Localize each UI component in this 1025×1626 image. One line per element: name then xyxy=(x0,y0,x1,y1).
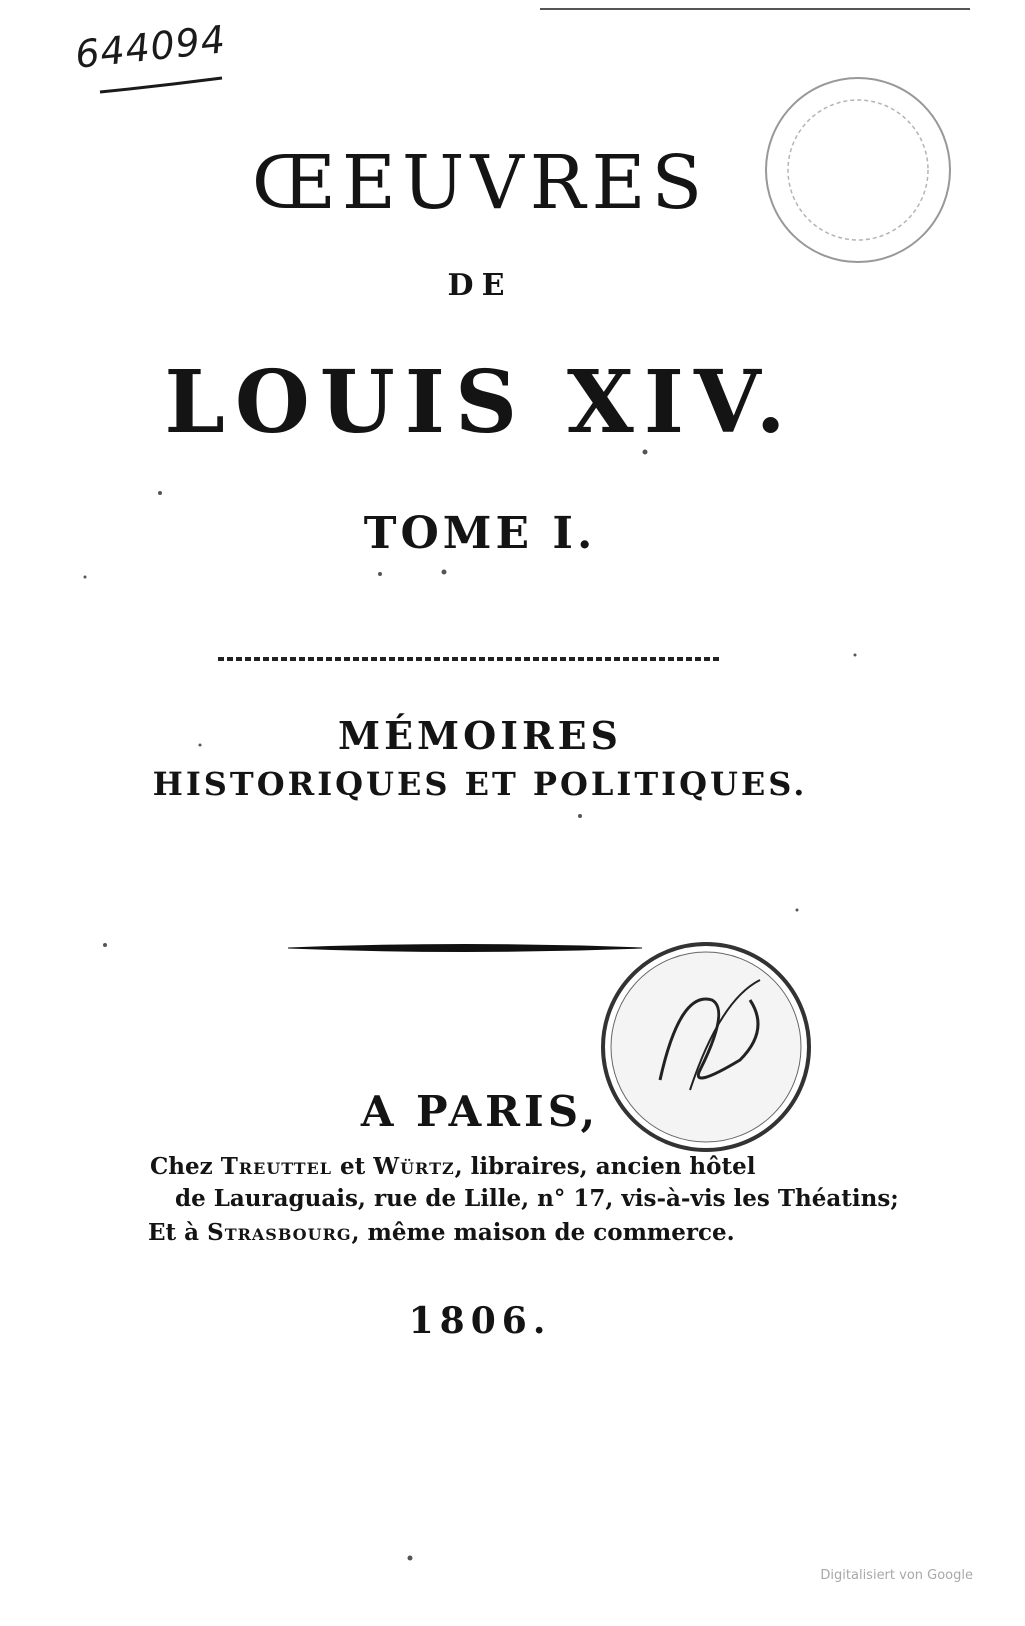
shelfmark-underline xyxy=(100,78,222,92)
volume-label: TOME I. xyxy=(363,508,597,559)
imprint-city-strasbourg: Strasbourg xyxy=(207,1219,352,1246)
imprint-line3-post: , même maison de commerce. xyxy=(351,1219,735,1246)
subtitle-memoires: MÉMOIRES xyxy=(338,713,622,758)
imprint-line3-pre: Et à xyxy=(148,1219,208,1246)
imprint-line-3 xyxy=(148,1219,735,1246)
imprint-city: A PARIS, xyxy=(360,1087,600,1136)
imprint-line-1 xyxy=(150,1153,756,1180)
tapered-rule xyxy=(288,945,642,952)
imprint-line-2: de Lauraguais, rue de Lille, n° 17, vis-à-vis les Théatins; xyxy=(175,1185,899,1212)
imprint-line1-pre: Chez xyxy=(150,1153,221,1180)
imprint-line1-post: , libraires, ancien hôtel xyxy=(454,1153,756,1180)
subtitle-historiques: HISTORIQUES ET POLITIQUES. xyxy=(152,765,808,803)
title-oeuvres: ŒEUVRES xyxy=(251,140,709,226)
imprint-line1-mid: et xyxy=(331,1153,374,1180)
publisher-name-2: Würtz xyxy=(373,1153,455,1180)
title-louis-xiv: LOUIS XIV. xyxy=(164,352,796,453)
title-de: DE xyxy=(447,268,513,303)
publisher-name-1: Treuttel xyxy=(220,1153,332,1180)
publication-year: 1806. xyxy=(408,1300,552,1342)
handwritten-shelfmark: 644094 xyxy=(73,17,228,77)
digitization-watermark: Digitalisiert von Google xyxy=(820,1568,973,1583)
